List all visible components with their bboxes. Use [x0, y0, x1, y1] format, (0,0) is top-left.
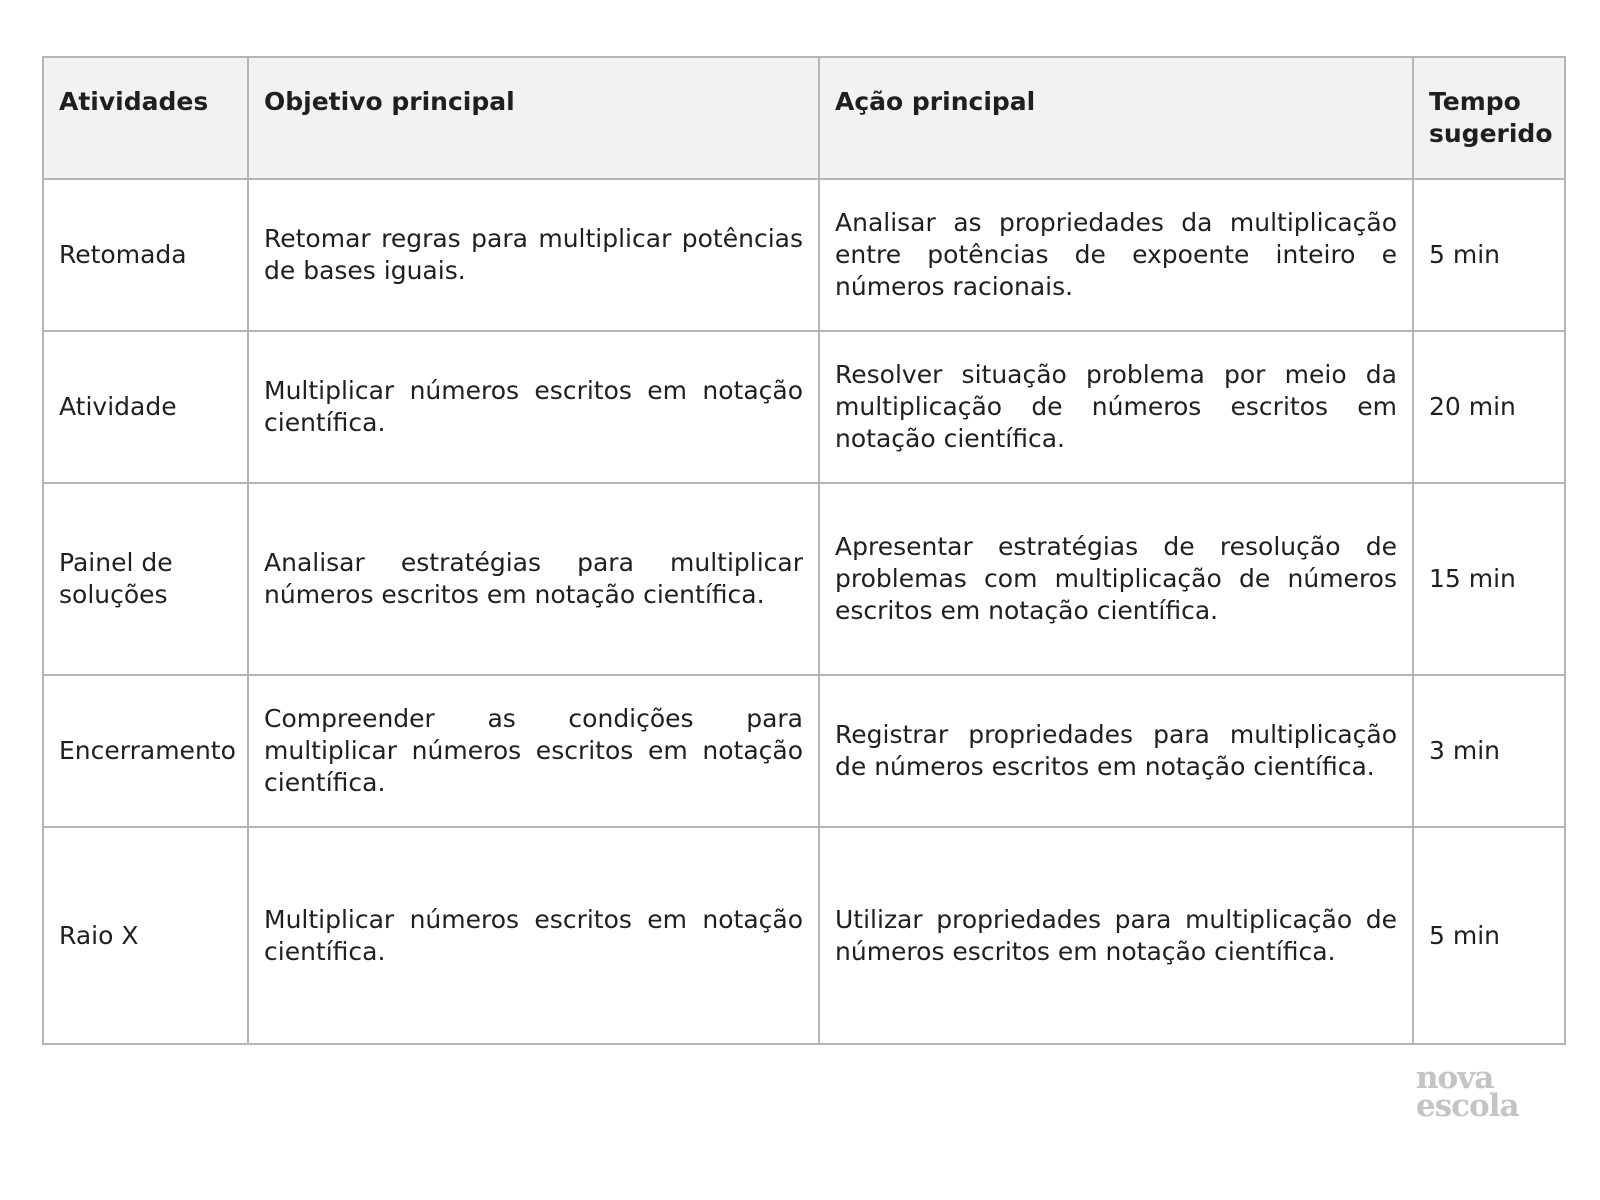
cell-tempo: 5 min: [1413, 179, 1565, 331]
cell-acao: Analisar as propriedades da multiplicação entre potências de expoente inteiro e números racionais.: [819, 179, 1413, 331]
table-row: [43, 483, 1565, 675]
cell-atividade: Painel de soluções: [43, 483, 248, 675]
logo-line-nova: nova: [1416, 1060, 1494, 1096]
cell-tempo: 3 min: [1413, 675, 1565, 827]
cell-objetivo: Analisar estratégias para multiplicar números escritos em notação científica.: [248, 483, 819, 675]
cell-atividade: Raio X: [43, 827, 248, 1044]
header-atividades: Atividades: [43, 57, 248, 179]
cell-objetivo: Compreender as condições para multiplicar números escritos em notação científica.: [248, 675, 819, 827]
table-row: [43, 331, 1565, 483]
table-row: [43, 827, 1565, 1044]
table-row: [43, 675, 1565, 827]
table-row: [43, 179, 1565, 331]
table-header-row: [43, 57, 1565, 179]
cell-tempo: 20 min: [1413, 331, 1565, 483]
cell-objetivo: Multiplicar números escritos em notação científica.: [248, 827, 819, 1044]
cell-acao: Apresentar estratégias de resolução de problemas com multiplicação de números escritos em notação científica.: [819, 483, 1413, 675]
cell-tempo: 5 min: [1413, 827, 1565, 1044]
lesson-plan-table: [42, 56, 1566, 1045]
cell-acao: Utilizar propriedades para multiplicação de números escritos em notação científica.: [819, 827, 1413, 1044]
cell-atividade: Atividade: [43, 331, 248, 483]
logo-line-escola: escola: [1416, 1088, 1519, 1124]
cell-tempo: 15 min: [1413, 483, 1565, 675]
header-acao-principal: Ação principal: [819, 57, 1413, 179]
header-tempo-sugerido: Tempo sugerido: [1413, 57, 1565, 179]
cell-objetivo: Multiplicar números escritos em notação científica.: [248, 331, 819, 483]
nova-escola-logo: [1416, 1060, 1519, 1124]
cell-atividade: Retomada: [43, 179, 248, 331]
cell-atividade: Encerramento: [43, 675, 248, 827]
cell-objetivo: Retomar regras para multiplicar potências de bases iguais.: [248, 179, 819, 331]
header-objetivo-principal: Objetivo principal: [248, 57, 819, 179]
cell-acao: Resolver situação problema por meio da multiplicação de números escritos em notação científica.: [819, 331, 1413, 483]
cell-acao: Registrar propriedades para multiplicação de números escritos em notação científica.: [819, 675, 1413, 827]
